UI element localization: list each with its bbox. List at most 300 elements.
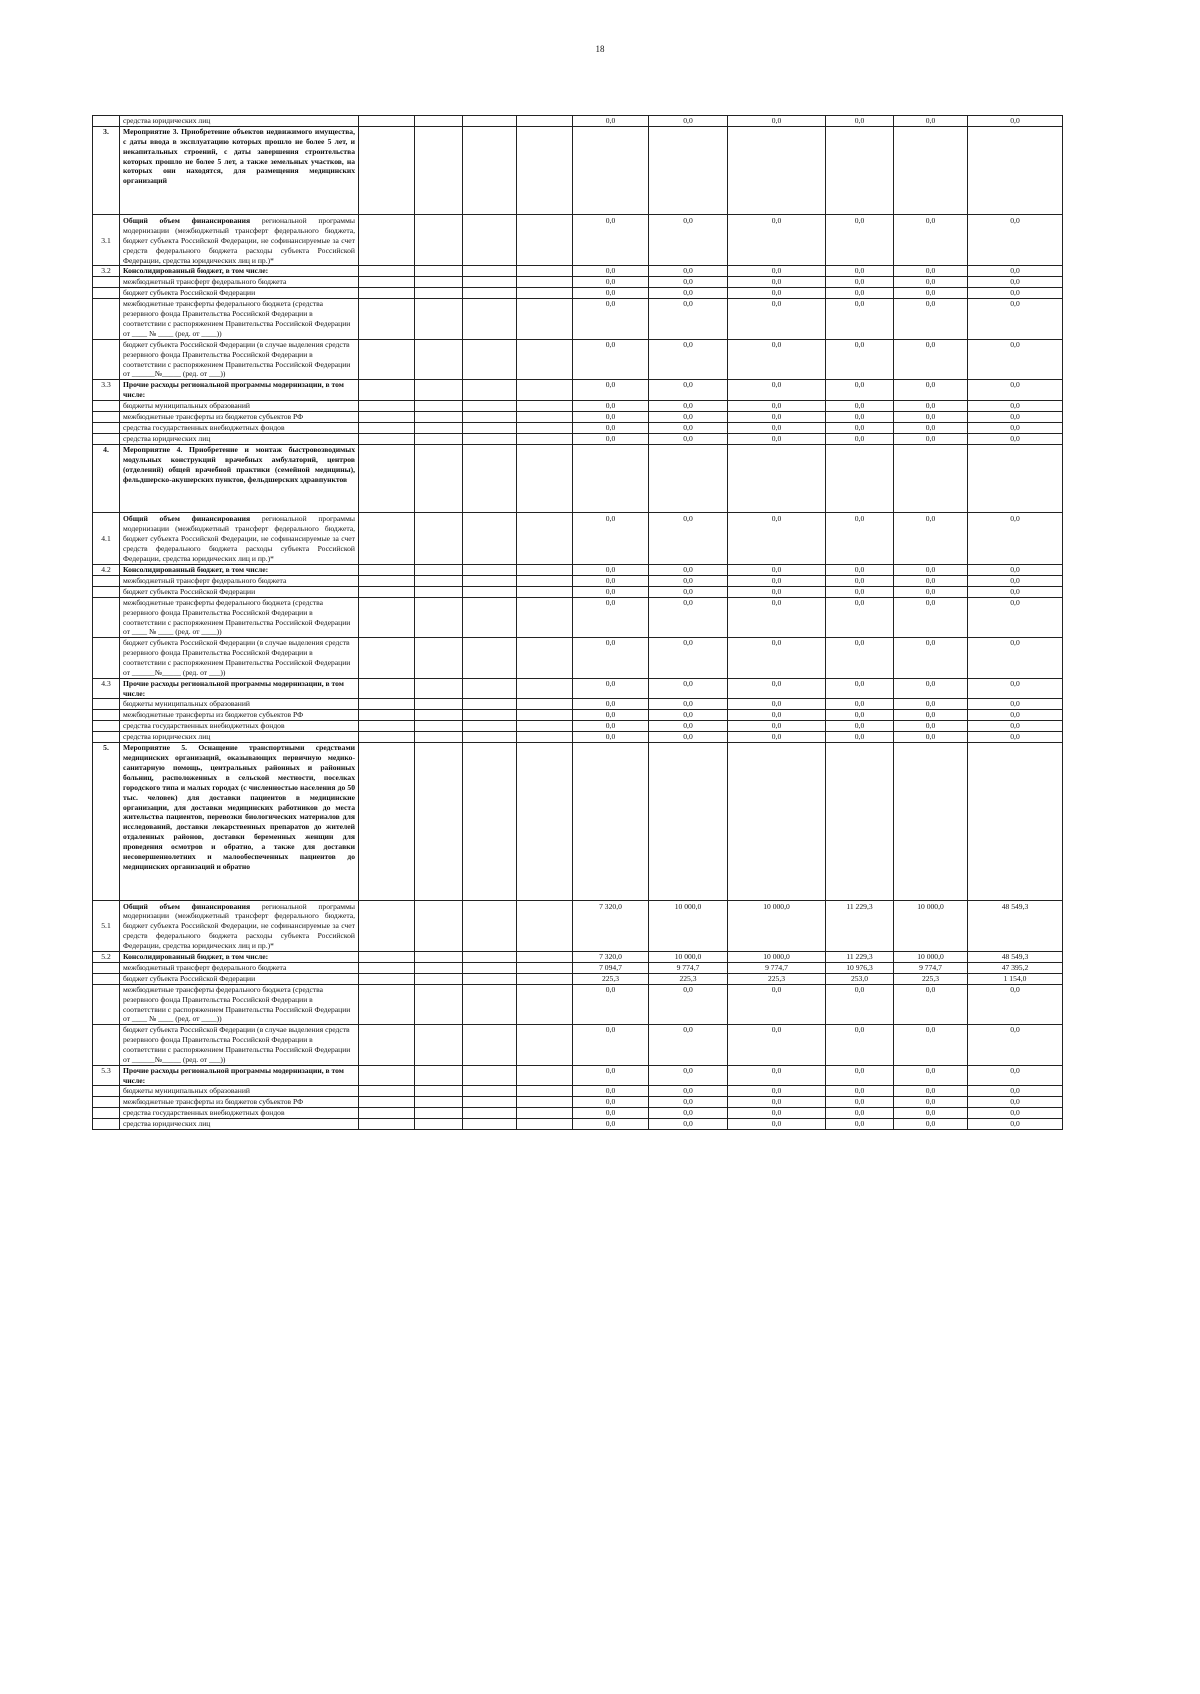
value-cell: 0,0 [894,586,968,597]
value-cell: 9 774,7 [728,962,826,973]
value-cell [649,743,728,900]
value-cell [728,127,826,215]
table-row [93,575,1063,586]
value-cell: 0,0 [649,710,728,721]
row-number [93,412,120,423]
table-row [93,900,1063,951]
value-cell: 0,0 [826,575,894,586]
empty-cell [415,984,463,1024]
table-row [93,1097,1063,1108]
value-cell: 253,0 [826,973,894,984]
table-row [93,1065,1063,1086]
value-cell: 0,0 [649,277,728,288]
value-cell: 0,0 [728,699,826,710]
empty-cell [463,699,517,710]
table-row [93,721,1063,732]
value-cell: 0,0 [728,288,826,299]
value-cell: 0,0 [968,423,1063,434]
row-number: 3. [93,127,120,215]
value-cell: 0,0 [573,1065,649,1086]
empty-cell [463,127,517,215]
empty-cell [415,638,463,678]
value-cell: 0,0 [894,401,968,412]
empty-cell [463,564,517,575]
value-cell: 0,0 [826,1065,894,1086]
empty-cell [415,401,463,412]
value-cell: 0,0 [968,288,1063,299]
empty-cell [517,423,573,434]
table-row [93,1025,1063,1065]
empty-cell [359,288,415,299]
empty-cell [463,678,517,699]
value-cell [573,127,649,215]
empty-cell [359,266,415,277]
empty-cell [463,401,517,412]
row-number: 5. [93,743,120,900]
value-cell [728,743,826,900]
empty-cell [517,299,573,339]
value-cell: 0,0 [728,380,826,401]
empty-cell [359,1108,415,1119]
empty-cell [359,1065,415,1086]
row-label: Прочие расходы региональной программы модернизации, в том числе: [120,1065,359,1086]
empty-cell [359,434,415,445]
empty-cell [463,710,517,721]
empty-cell [463,1097,517,1108]
empty-cell [463,1065,517,1086]
empty-cell [359,513,415,564]
value-cell: 0,0 [573,678,649,699]
value-cell: 0,0 [894,116,968,127]
row-label [120,900,359,951]
row-number [93,984,120,1024]
value-cell: 0,0 [968,266,1063,277]
value-cell: 225,3 [894,973,968,984]
empty-cell [359,973,415,984]
row-label: средства государственных внебюджетных фондов [120,423,359,434]
row-number [93,638,120,678]
general-volume-head: Общий объем финансирования [123,901,251,911]
value-cell: 0,0 [573,1086,649,1097]
empty-cell [517,564,573,575]
empty-cell [463,586,517,597]
empty-cell [359,339,415,379]
empty-cell [415,710,463,721]
empty-cell [517,638,573,678]
value-cell: 0,0 [968,277,1063,288]
value-cell: 0,0 [826,288,894,299]
row-number [93,962,120,973]
empty-cell [359,423,415,434]
row-number [93,732,120,743]
empty-cell [517,266,573,277]
row-number [93,288,120,299]
empty-cell [517,215,573,266]
value-cell: 0,0 [968,586,1063,597]
empty-cell [415,513,463,564]
row-number [93,575,120,586]
value-cell: 0,0 [728,423,826,434]
value-cell: 0,0 [728,1108,826,1119]
value-cell: 0,0 [826,277,894,288]
value-cell [894,127,968,215]
empty-cell [359,732,415,743]
page-number: 18 [595,44,605,54]
row-number [93,710,120,721]
row-label [120,215,359,266]
value-cell: 9 774,7 [894,962,968,973]
value-cell [649,127,728,215]
value-cell: 0,0 [573,116,649,127]
table-row [93,215,1063,266]
empty-cell [359,445,415,513]
value-cell: 0,0 [826,380,894,401]
empty-cell [415,288,463,299]
value-cell: 0,0 [573,721,649,732]
value-cell: 0,0 [649,434,728,445]
empty-cell [359,1097,415,1108]
row-label: межбюджетный трансферт федерального бюджета [120,277,359,288]
value-cell: 47 395,2 [968,962,1063,973]
empty-cell [359,962,415,973]
empty-cell [359,412,415,423]
row-label: бюджет субъекта Российской Федерации [120,288,359,299]
empty-cell [517,900,573,951]
value-cell: 0,0 [826,586,894,597]
empty-cell [517,973,573,984]
empty-cell [359,215,415,266]
value-cell [968,445,1063,513]
value-cell: 0,0 [894,423,968,434]
row-label: Мероприятие 3. Приобретение объектов недвижимого имущества, с даты ввода в эксплуатацию которых прошло не более 5 лет, и некапитальных строений, с даты завершения строительства которых прошло не более 5 лет, а также земельных участков, на которых они находятся, для размещения медицинских организаций [120,127,359,215]
empty-cell [517,984,573,1024]
value-cell: 0,0 [894,513,968,564]
row-label: бюджеты муниципальных образований [120,401,359,412]
row-number [93,1119,120,1130]
value-cell: 0,0 [894,984,968,1024]
row-number [93,973,120,984]
value-cell [894,445,968,513]
value-cell: 0,0 [968,1086,1063,1097]
table-row [93,266,1063,277]
row-label: межбюджетные трансферты из бюджетов субъектов РФ [120,710,359,721]
value-cell: 0,0 [826,1119,894,1130]
empty-cell [415,564,463,575]
value-cell: 0,0 [894,215,968,266]
value-cell: 225,3 [649,973,728,984]
empty-cell [415,721,463,732]
empty-cell [415,277,463,288]
row-label: Консолидированный бюджет, в том числе: [120,951,359,962]
row-label: межбюджетные трансферты из бюджетов субъектов РФ [120,1097,359,1108]
table-row [93,984,1063,1024]
value-cell: 0,0 [894,339,968,379]
table-row [93,678,1063,699]
value-cell: 0,0 [728,266,826,277]
value-cell: 0,0 [573,299,649,339]
value-cell: 0,0 [573,699,649,710]
value-cell: 0,0 [728,1025,826,1065]
empty-cell [415,678,463,699]
value-cell: 0,0 [728,597,826,637]
value-cell: 0,0 [968,116,1063,127]
row-label: средства юридических лиц [120,434,359,445]
value-cell: 0,0 [894,412,968,423]
value-cell: 0,0 [894,678,968,699]
value-cell [826,743,894,900]
empty-cell [463,732,517,743]
value-cell: 0,0 [968,434,1063,445]
value-cell: 0,0 [968,1025,1063,1065]
empty-cell [517,127,573,215]
row-number [93,299,120,339]
empty-cell [359,900,415,951]
value-cell: 0,0 [968,1108,1063,1119]
empty-cell [359,984,415,1024]
table-row [93,710,1063,721]
empty-cell [517,445,573,513]
value-cell: 0,0 [894,288,968,299]
value-cell: 0,0 [728,575,826,586]
empty-cell [517,513,573,564]
value-cell: 0,0 [826,215,894,266]
value-cell [894,743,968,900]
value-cell: 10 000,0 [649,900,728,951]
value-cell: 48 549,3 [968,951,1063,962]
value-cell: 0,0 [649,564,728,575]
empty-cell [359,721,415,732]
row-label: Прочие расходы региональной программы модернизации, в том числе: [120,380,359,401]
value-cell: 1 154,0 [968,973,1063,984]
table-row [93,638,1063,678]
empty-cell [415,1065,463,1086]
value-cell: 0,0 [728,513,826,564]
value-cell [573,743,649,900]
empty-cell [415,951,463,962]
empty-cell [415,412,463,423]
value-cell: 0,0 [649,215,728,266]
empty-cell [517,586,573,597]
empty-cell [415,266,463,277]
general-volume-rest: региональной программы модернизации (межбюджетный трансферт федерального бюджета, бюджет субъекта Российской Федерации, не софинансируемые за счет средств федерального бюджета расходы субъекта Российской Федерации, средства юридических лиц и пр.)* [123,216,355,265]
empty-cell [517,434,573,445]
value-cell: 0,0 [728,638,826,678]
value-cell: 0,0 [894,1086,968,1097]
row-number [93,116,120,127]
value-cell: 0,0 [728,732,826,743]
value-cell: 0,0 [968,575,1063,586]
value-cell: 0,0 [573,277,649,288]
row-number [93,401,120,412]
row-label: бюджет субъекта Российской Федерации (в случае выделения средств резервного фонда Правительства Российской Федерации в соответствии с распоряжением Правительства Российской Федерации от ______№_____ (ред. от ___)) [120,339,359,379]
value-cell: 11 229,3 [826,951,894,962]
empty-cell [517,401,573,412]
empty-cell [463,973,517,984]
empty-cell [359,678,415,699]
empty-cell [463,1119,517,1130]
value-cell: 0,0 [894,1025,968,1065]
value-cell: 0,0 [649,1025,728,1065]
row-number: 5.2 [93,951,120,962]
row-number [93,434,120,445]
value-cell: 7 320,0 [573,900,649,951]
table-row [93,277,1063,288]
value-cell [968,743,1063,900]
empty-cell [415,962,463,973]
value-cell: 0,0 [573,434,649,445]
value-cell: 0,0 [728,277,826,288]
empty-cell [517,743,573,900]
value-cell: 0,0 [728,434,826,445]
row-label: Прочие расходы региональной программы модернизации, в том числе: [120,678,359,699]
value-cell: 0,0 [649,513,728,564]
value-cell: 0,0 [649,1108,728,1119]
value-cell: 0,0 [826,116,894,127]
value-cell: 0,0 [728,215,826,266]
empty-cell [463,1025,517,1065]
table-row [93,423,1063,434]
value-cell: 0,0 [894,1108,968,1119]
value-cell: 0,0 [649,586,728,597]
empty-cell [517,1086,573,1097]
value-cell: 10 000,0 [728,951,826,962]
empty-cell [463,299,517,339]
value-cell: 0,0 [649,266,728,277]
empty-cell [359,586,415,597]
empty-cell [517,1108,573,1119]
value-cell: 0,0 [573,638,649,678]
row-number [93,586,120,597]
value-cell: 0,0 [649,423,728,434]
table-row [93,699,1063,710]
empty-cell [463,597,517,637]
empty-cell [415,732,463,743]
value-cell: 0,0 [968,732,1063,743]
value-cell: 0,0 [826,412,894,423]
empty-cell [517,1065,573,1086]
general-volume-rest: региональной программы модернизации (межбюджетный трансферт федерального бюджета, бюджет субъекта Российской Федерации, не софинансируемые за счет средств федерального бюджета расходы субъекта Российской Федерации, средства юридических лиц и пр.)* [123,901,355,950]
value-cell [728,445,826,513]
empty-cell [463,215,517,266]
table-row [93,445,1063,513]
row-label: средства юридических лиц [120,116,359,127]
value-cell: 0,0 [826,564,894,575]
empty-cell [463,412,517,423]
value-cell: 0,0 [728,678,826,699]
value-cell: 0,0 [894,299,968,339]
value-cell: 0,0 [894,266,968,277]
value-cell: 0,0 [826,638,894,678]
value-cell: 0,0 [728,1086,826,1097]
value-cell: 0,0 [894,721,968,732]
value-cell: 0,0 [826,721,894,732]
value-cell: 0,0 [649,1065,728,1086]
table-row [93,732,1063,743]
value-cell: 0,0 [728,721,826,732]
row-label: бюджеты муниципальных образований [120,1086,359,1097]
empty-cell [517,339,573,379]
value-cell: 0,0 [826,1097,894,1108]
empty-cell [359,1025,415,1065]
value-cell: 0,0 [573,215,649,266]
row-label: Консолидированный бюджет, в том числе: [120,266,359,277]
value-cell: 0,0 [968,984,1063,1024]
empty-cell [517,732,573,743]
row-label: межбюджетные трансферты из бюджетов субъектов РФ [120,412,359,423]
empty-cell [463,900,517,951]
row-number [93,423,120,434]
table-row [93,513,1063,564]
value-cell: 0,0 [894,1119,968,1130]
empty-cell [463,434,517,445]
table-row [93,564,1063,575]
empty-cell [463,1086,517,1097]
value-cell: 0,0 [894,1097,968,1108]
financing-table [92,115,1063,1130]
value-cell: 0,0 [826,299,894,339]
table-row [93,1108,1063,1119]
value-cell [649,445,728,513]
empty-cell [517,575,573,586]
value-cell: 0,0 [826,1108,894,1119]
value-cell: 0,0 [968,513,1063,564]
row-label: бюджет субъекта Российской Федерации (в случае выделения средств резервного фонда Правительства Российской Федерации в соответствии с распоряжением Правительства Российской Федерации от ______№_____ (ред. от ___)) [120,1025,359,1065]
empty-cell [359,564,415,575]
row-label: средства юридических лиц [120,1119,359,1130]
value-cell [826,445,894,513]
value-cell: 0,0 [573,380,649,401]
table-row [93,951,1063,962]
value-cell: 0,0 [573,401,649,412]
empty-cell [415,1097,463,1108]
empty-cell [463,266,517,277]
row-label: средства юридических лиц [120,732,359,743]
empty-cell [415,743,463,900]
row-label: Мероприятие 4. Приобретение и монтаж быстровозводимых модульных конструкций врачебных амбулаторий, центров (отделений) общей врачебной практики (семейной медицины), фельдшерско-акушерских пунктов, фельдшерских здравпунктов [120,445,359,513]
table-row [93,973,1063,984]
row-label: межбюджетные трансферты федерального бюджета (средства резервного фонда Правительства Российской Федерации в соответствии с распоряжением Правительства Российской Федерации от ____ № ____ (ред. от ____)) [120,984,359,1024]
table-row [93,743,1063,900]
table-row [93,434,1063,445]
value-cell: 0,0 [826,699,894,710]
value-cell: 0,0 [728,339,826,379]
value-cell: 0,0 [894,732,968,743]
row-label [120,513,359,564]
value-cell: 9 774,7 [649,962,728,973]
value-cell: 0,0 [894,380,968,401]
value-cell: 0,0 [968,412,1063,423]
empty-cell [463,743,517,900]
row-number [93,1025,120,1065]
value-cell: 0,0 [968,215,1063,266]
empty-cell [359,127,415,215]
value-cell: 0,0 [573,586,649,597]
value-cell: 0,0 [573,339,649,379]
empty-cell [359,597,415,637]
value-cell: 0,0 [573,288,649,299]
empty-cell [463,984,517,1024]
row-number: 4.2 [93,564,120,575]
value-cell: 10 000,0 [649,951,728,962]
value-cell: 0,0 [894,638,968,678]
value-cell: 0,0 [826,266,894,277]
table-row [93,401,1063,412]
row-label: Консолидированный бюджет, в том числе: [120,564,359,575]
value-cell: 0,0 [826,597,894,637]
table-row [93,116,1063,127]
value-cell: 0,0 [826,1086,894,1097]
empty-cell [359,116,415,127]
